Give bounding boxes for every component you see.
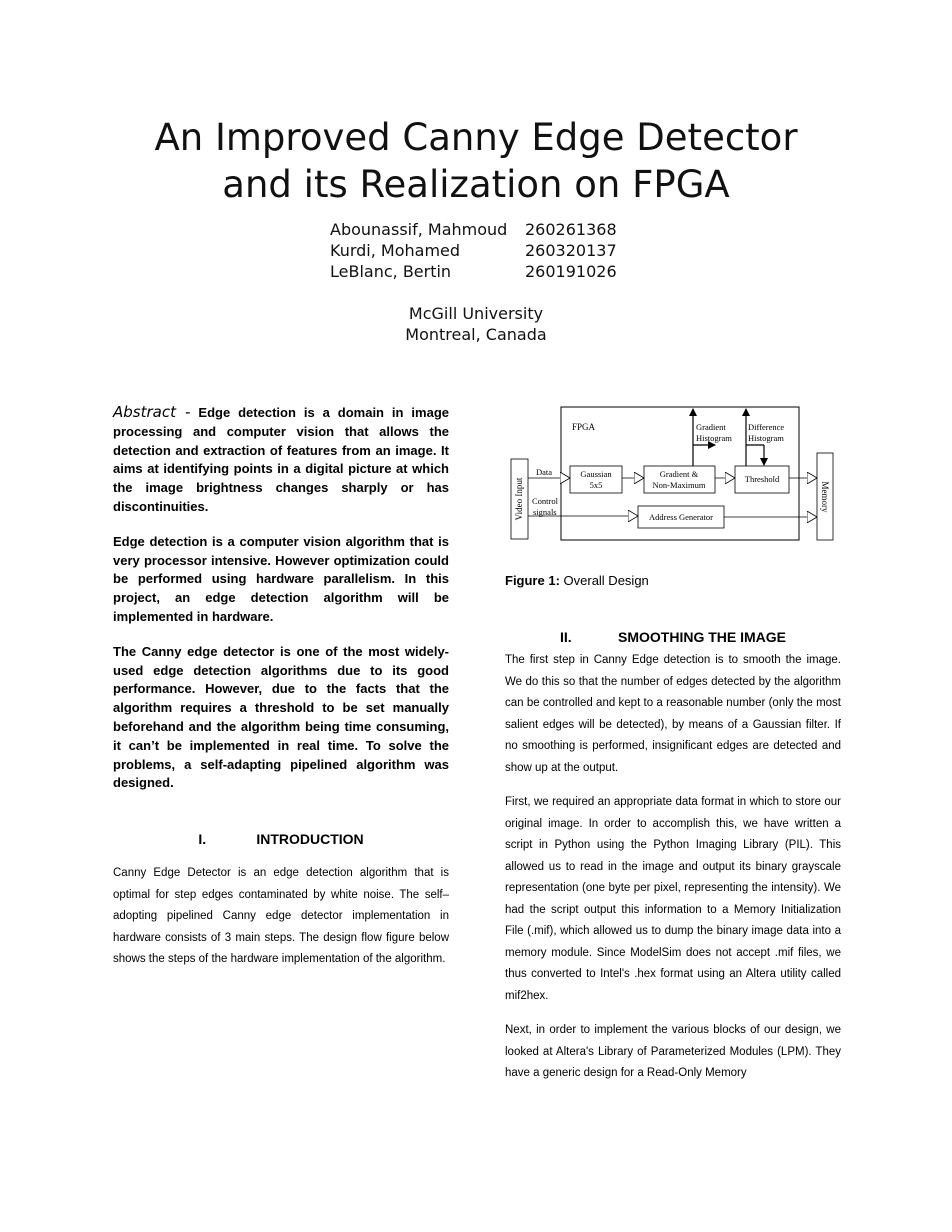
- gradient-label-line1: Gradient &: [659, 469, 699, 479]
- control-signals-label-line2: signals: [533, 507, 557, 517]
- right-column: [505, 400, 841, 1098]
- section-number: II.: [560, 629, 572, 645]
- section-title: SMOOTHING THE IMAGE: [618, 629, 786, 645]
- abstract-text: Edge detection is a domain in image processing and computer vision that allows the detection and extraction of features from an image. It aims at identifying points in a digital picture at which the image brightness changes sharply or has discontinuities.: [113, 405, 449, 514]
- figure-caption-label: Figure 1:: [505, 573, 560, 588]
- abstract-paragraph: [113, 403, 449, 517]
- abstract-paragraph: The Canny edge detector is one of the most widely-used edge detection algorithms due to its good performance. However, due to the facts that the algorithm requires a threshold to be set manually beforehand and the algorithm being time consuming, it can’t be implemented in real time. To solve the problems, a self-adapting pipelined algorithm was designed.: [113, 643, 449, 791]
- difference-histogram-label-line1: Difference: [748, 422, 785, 432]
- fpga-label: FPGA: [572, 422, 596, 432]
- smoothing-paragraph: The first step in Canny Edge detection is to smooth the image. We do this so that the number of edges detected by the algorithm can be controlled and kept to a reasonable number (only the most salient edges will be detected), by means of a Gaussian filter. If no smoothing is performed, insignificant edges are detected and show up at the output.: [505, 654, 841, 774]
- difference-histogram-label-line2: Histogram: [748, 433, 784, 443]
- author-row: [330, 219, 617, 240]
- author-list: [330, 219, 617, 282]
- paper-title: [0, 114, 952, 208]
- gradient-histogram-label-line2: Histogram: [696, 433, 732, 443]
- control-signals-label-line1: Control: [532, 496, 558, 506]
- author-row: [330, 261, 617, 282]
- memory-label: Memory: [820, 481, 830, 513]
- author-id: 260261368: [525, 220, 617, 239]
- figure-1-caption: [505, 573, 841, 588]
- location: Montreal, Canada: [405, 325, 547, 344]
- title-line-1: An Improved Canny Edge Detector: [154, 116, 798, 159]
- section-number: I.: [198, 831, 207, 848]
- figure-1-diagram: [505, 400, 841, 550]
- threshold-label: Threshold: [744, 474, 780, 484]
- section-heading-smoothing: [505, 629, 841, 645]
- abstract-paragraph: Edge detection is a computer vision algorithm that is very processor intensive. However optimization could be performed using hardware parallelism. In this project, an edge detection algorithm will be implemented in hardware.: [113, 533, 449, 624]
- gradient-label-line2: Non-Maximum: [652, 480, 706, 490]
- smoothing-paragraph: Next, in order to implement the various blocks of our design, we looked at Altera's Library of Parameterized Modules (LPM). They have a generic design for a Read-Only Memory: [505, 1024, 841, 1079]
- video-input-label: Video Input: [514, 477, 524, 521]
- author-id: 260320137: [525, 241, 617, 260]
- affiliation: [0, 303, 952, 345]
- author-name: LeBlanc, Bertin: [330, 262, 452, 281]
- section-title: INTRODUCTION: [256, 831, 364, 848]
- university: McGill University: [408, 304, 544, 323]
- data-label: Data: [536, 467, 553, 477]
- smoothing-paragraph: First, we required an appropriate data format in which to store our original image. In order to accomplish this, we have written a script in Python using the Python Imaging Library (PIL). This allowed us to read in the image and output its binary grayscale representation (one byte per pixel, representing the intensity). We had the script output this information to a Memory Initialization File (.mif), which allowed us to dump the binary image data into a memory module. Since ModelSim does not accept .mif files, we thus converted to Intel's .hex format using an Altera utility called mif2hex.: [505, 796, 841, 1002]
- author-id: 260191026: [525, 262, 617, 281]
- gaussian-label-line2: 5x5: [589, 480, 603, 490]
- abstract-label: Abstract -: [113, 403, 191, 421]
- title-line-2: and its Realization on FPGA: [222, 163, 730, 206]
- gaussian-label-line1: Gaussian: [580, 469, 612, 479]
- author-row: [330, 240, 617, 261]
- figure-caption-text: Overall Design: [559, 573, 649, 588]
- left-column: [113, 403, 449, 984]
- gradient-histogram-label-line1: Gradient: [696, 422, 726, 432]
- section-heading-introduction: [113, 831, 449, 847]
- address-generator-label: Address Generator: [649, 512, 713, 522]
- introduction-paragraph: Canny Edge Detector is an edge detection algorithm that is optimal for step edges contaminated by white noise. The self–adopting pipelined Canny edge detector implementation in hardware consists of 3 main steps. The design flow figure below shows the steps of the hardware implementation of the algorithm.: [113, 867, 449, 966]
- author-name: Kurdi, Mohamed: [330, 241, 461, 260]
- author-name: Abounassif, Mahmoud: [330, 220, 508, 239]
